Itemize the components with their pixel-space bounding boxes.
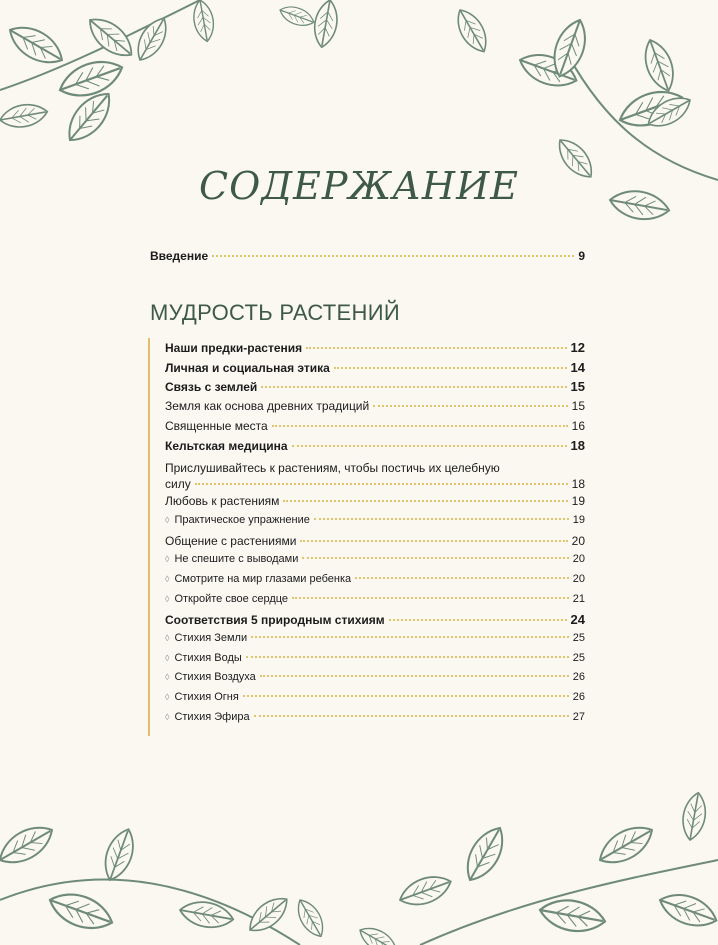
- leaf-icon: [679, 791, 709, 842]
- leaf-icon: [655, 887, 718, 933]
- entry-page: 26: [572, 691, 585, 703]
- entry-label: Наши предки-растения: [165, 341, 303, 355]
- entry-label: Введение: [150, 249, 209, 263]
- entry-page: 20: [572, 553, 585, 566]
- dot-leader: [212, 255, 574, 257]
- entry-label: Священные места: [165, 418, 268, 433]
- toc-entry[interactable]: [165, 360, 585, 380]
- entry-page: 14: [570, 359, 585, 375]
- entry-page: 25: [572, 631, 585, 644]
- leaf-icon: [0, 101, 49, 131]
- toc-entry[interactable]: [165, 340, 585, 360]
- leaf-icon: [639, 36, 680, 95]
- entry-page: 27: [572, 710, 585, 723]
- page-title: СОДЕРЖАНИЕ: [199, 164, 519, 208]
- leaf-icon: [243, 891, 294, 938]
- leaf-icon: [537, 895, 607, 936]
- toc-entry[interactable]: [165, 438, 585, 458]
- entry-label: Стихия Земли: [174, 631, 248, 644]
- diamond-icon: ◊: [165, 692, 170, 702]
- entry-page: 20: [572, 572, 585, 585]
- entry-label: Прислушивайтесь к растениям, чтобы постичь их целебную: [165, 461, 500, 476]
- leaf-icon: [311, 0, 341, 49]
- toc-entry[interactable]: [165, 612, 585, 632]
- entry-label: Земля как основа древних традиций: [165, 399, 370, 414]
- leaf-icon: [277, 2, 316, 30]
- diamond-icon: ◊: [165, 593, 170, 604]
- entry-page: 24: [570, 612, 585, 628]
- entry-page: 19: [571, 494, 585, 509]
- toc-entry[interactable]: [165, 379, 585, 399]
- entry-page: 25: [572, 651, 585, 664]
- entry-label-continued: силу: [165, 477, 191, 492]
- diamond-icon: ◊: [165, 711, 170, 722]
- leaf-icon: [355, 922, 401, 945]
- diamond-icon: ◊: [165, 632, 170, 643]
- entry-label: Общение с растениями: [165, 533, 297, 548]
- dot-leader: [355, 577, 569, 579]
- leaf-icon: [292, 895, 329, 941]
- dot-leader: [260, 675, 569, 677]
- leaf-icon: [396, 870, 455, 911]
- diamond-icon: ◊: [165, 652, 170, 663]
- dot-leader: [261, 386, 566, 388]
- toc-entry[interactable]: [165, 399, 585, 419]
- entry-label: Откройте свое сердце: [174, 592, 289, 605]
- leaf-icon: [3, 18, 68, 71]
- dot-leader: [272, 425, 568, 427]
- toc-entry[interactable]: [165, 553, 585, 573]
- toc-entry[interactable]: [165, 494, 585, 514]
- dot-leader: [195, 483, 568, 485]
- entry-label: Стихия Огня: [174, 691, 239, 703]
- leaf-icon: [191, 0, 217, 43]
- diamond-icon: ◊: [165, 573, 170, 584]
- entry-page: 26: [572, 671, 585, 684]
- entry-page: 19: [572, 513, 585, 526]
- toc-entry[interactable]: [165, 652, 585, 672]
- dot-leader: [314, 518, 569, 520]
- entry-label: Стихия Эфира: [174, 710, 250, 723]
- entry-page: 18: [570, 438, 585, 454]
- entry-page: 16: [571, 418, 585, 433]
- toc-entry[interactable]: [165, 534, 585, 554]
- entry-label: Смотрите на мир глазами ребенка: [174, 572, 352, 585]
- toc-entry[interactable]: [165, 711, 585, 731]
- leaf-icon: [99, 825, 140, 884]
- leaf-icon: [593, 818, 658, 871]
- entry-label: Практическое упражнение: [174, 513, 310, 526]
- entry-page: 9: [578, 249, 585, 263]
- toc-entry[interactable]: [165, 632, 585, 652]
- leaf-icon: [55, 53, 127, 103]
- diamond-icon: ◊: [165, 554, 170, 565]
- leaf-icon: [45, 886, 117, 936]
- entry-label: Любовь к растениям: [165, 494, 280, 509]
- dot-leader: [292, 445, 567, 447]
- dot-leader: [243, 695, 569, 697]
- entry-page: 18: [571, 477, 585, 492]
- toc-entry[interactable]: [165, 691, 585, 711]
- entry-label: Соответствия 5 природным стихиям: [165, 613, 385, 628]
- toc-intro-entry[interactable]: [150, 249, 585, 263]
- leaf-icon: [131, 13, 174, 65]
- toc-entry[interactable]: [165, 573, 585, 593]
- dot-leader: [283, 500, 567, 502]
- toc-entry[interactable]: [165, 458, 585, 492]
- entry-page: 15: [570, 379, 585, 395]
- entry-label: Связь с землей: [165, 380, 258, 395]
- dot-leader: [292, 597, 569, 599]
- entry-label: Кельтская медицина: [165, 439, 288, 454]
- accent-bar: [148, 338, 150, 736]
- toc-entry[interactable]: [165, 671, 585, 691]
- leaf-icon: [0, 818, 59, 871]
- toc-entry[interactable]: [165, 514, 585, 534]
- leaf-icon: [451, 5, 494, 57]
- diamond-icon: ◊: [165, 672, 170, 683]
- toc-entry[interactable]: [165, 593, 585, 613]
- entry-page: 20: [571, 533, 585, 548]
- leaf-icon: [178, 898, 235, 931]
- toc-entry[interactable]: [165, 419, 585, 439]
- diamond-icon: ◊: [165, 514, 170, 525]
- entry-label: Не спешите с выводами: [174, 553, 299, 566]
- section-heading: МУДРОСТЬ РАСТЕНИЙ: [150, 300, 400, 325]
- entry-label: Стихия Воды: [174, 651, 242, 664]
- dot-leader: [251, 636, 569, 638]
- dot-leader: [246, 656, 569, 658]
- dot-leader: [389, 619, 567, 621]
- entry-label: Стихия Воздуха: [174, 671, 256, 684]
- entry-page: 15: [571, 399, 585, 414]
- entry-page: 12: [570, 340, 585, 355]
- dot-leader: [300, 540, 567, 542]
- dot-leader: [302, 557, 568, 559]
- leaf-icon: [82, 11, 139, 64]
- dot-leader: [306, 347, 566, 349]
- leaf-icon: [458, 821, 511, 886]
- dot-leader: [254, 715, 569, 717]
- entry-label: Личная и социальная этика: [165, 360, 330, 375]
- dot-leader: [373, 405, 567, 407]
- toc-list: [165, 340, 585, 730]
- entry-page: 21: [572, 592, 585, 605]
- dot-leader: [334, 367, 567, 369]
